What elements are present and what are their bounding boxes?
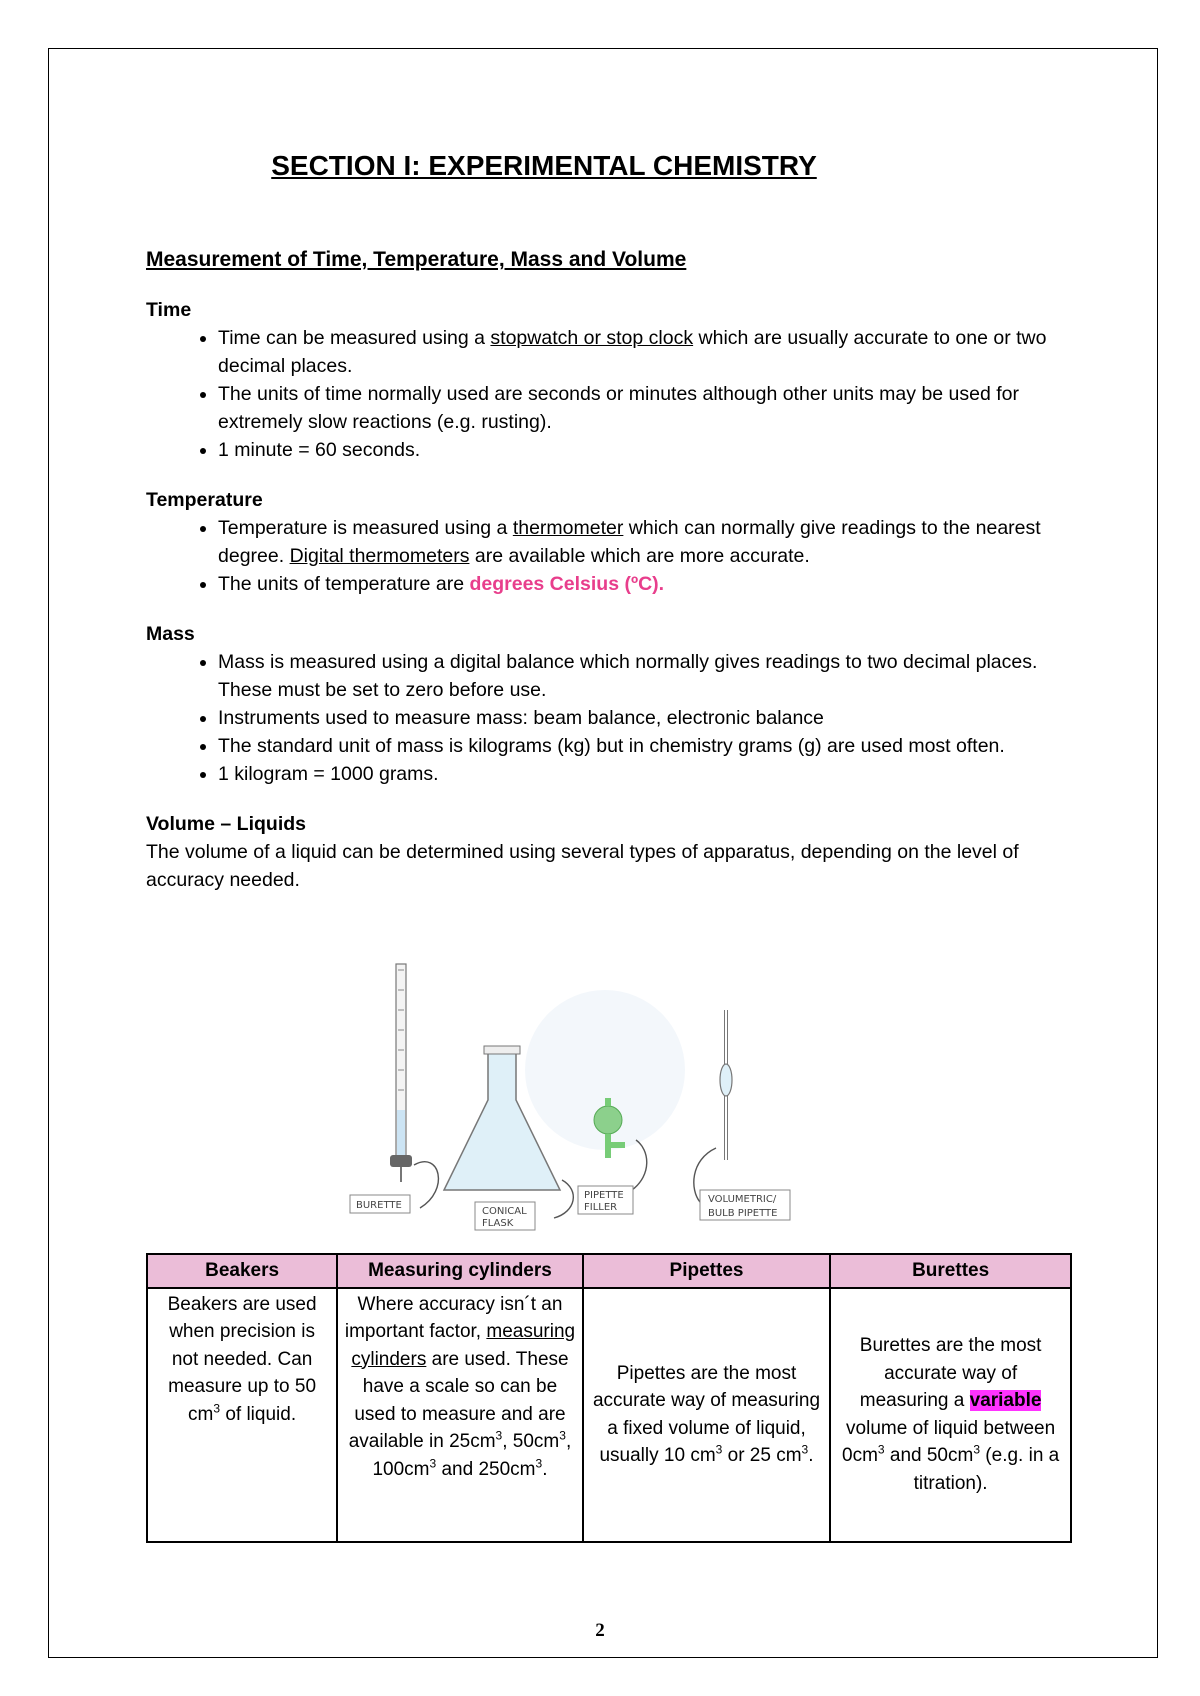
apparatus-comparison-table <box>146 1253 1072 1543</box>
filler-label-1: PIPETTE <box>584 1190 624 1201</box>
list-item: • The units of temperature are degrees Celsius (ºC). <box>218 570 1076 598</box>
cell-burettes: Burettes are the most accurate way of measuring a variable volume of liquid between $0cm^3$ and $50cm^3$ (e.g. in a titration). <box>830 1288 1071 1542</box>
filler-arrow <box>632 1140 647 1190</box>
table-header-row <box>147 1254 1071 1288</box>
table-row <box>147 1288 1071 1542</box>
flask-label-2: FLASK <box>482 1218 514 1229</box>
cell-beakers: Beakers are used when precision is not needed. Can measure up to 50 $cm^3$ of liquid. <box>147 1288 337 1542</box>
mass-list <box>146 648 1076 788</box>
list-item: • Mass is measured using a digital balance which normally gives readings to two decimal places. These must be set to zero before use. <box>218 648 1076 704</box>
flask-label-1: CONICAL <box>482 1206 527 1217</box>
apparatus-illustration <box>340 950 870 1229</box>
page-number: 2 <box>595 1620 605 1641</box>
temperature-list <box>146 514 1076 598</box>
time-list <box>146 324 1076 464</box>
header-burettes: Burettes <box>830 1254 1071 1288</box>
list-item: • Time can be measured using a stopwatch or stop clock which are usually accurate to one or two decimal places. <box>218 324 1076 380</box>
page-title: SECTION I: EXPERIMENTAL CHEMISTRY <box>271 150 817 181</box>
filler-label-2: FILLER <box>584 1202 618 1213</box>
temperature-heading: Temperature <box>146 489 263 511</box>
volume-text: The volume of a liquid can be determined using several types of apparatus, depending on the level of accuracy needed. <box>146 841 1019 891</box>
mass-heading: Mass <box>146 623 195 645</box>
celsius-units: degrees Celsius (ºC). <box>469 573 665 595</box>
section-subtitle: Measurement of Time, Temperature, Mass and Volume <box>146 248 687 271</box>
cell-measuring-cylinders: Where accuracy isn´t an important factor, measuring cylinders are used. These have a scale so can be used to measure and are available in $25cm^3$, $50cm^3$, $100cm^3$ and $250cm^3$. <box>337 1288 583 1542</box>
bulb-pipette-drawing <box>720 1010 732 1160</box>
bulb-label-2: BULB PIPETTE <box>708 1208 778 1219</box>
bulb-label-1: VOLUMETRIC/ <box>708 1194 777 1205</box>
list-item: • The units of time normally used are seconds or minutes although other units may be used for extremely slow reactions (e.g. rusting). <box>218 380 1076 436</box>
volume-heading: Volume – Liquids <box>146 813 306 835</box>
list-item: • 1 minute = 60 seconds. <box>218 436 1076 464</box>
list-item: • Temperature is measured using a thermometer which can normally give readings to the nearest degree. Digital thermometers are available which are more accurate. <box>218 514 1076 570</box>
list-item: • The standard unit of mass is kilograms (kg) but in chemistry grams (g) are used most often. <box>218 732 1076 760</box>
variable-highlight: variable <box>969 1390 1042 1411</box>
list-item: • Instruments used to measure mass: beam balance, electronic balance <box>218 704 1076 732</box>
list-item: • 1 kilogram = 1000 grams. <box>218 760 1076 788</box>
burette-label: BURETTE <box>356 1200 402 1211</box>
header-beakers: Beakers <box>147 1254 337 1288</box>
time-heading: Time <box>146 299 192 321</box>
header-measuring-cylinders: Measuring cylinders <box>337 1254 583 1288</box>
cell-pipettes: Pipettes are the most accurate way of measuring a fixed volume of liquid, usually 10 $cm^3$ or 25 $cm^3$. <box>583 1288 830 1542</box>
burette-arrow <box>414 1162 438 1208</box>
header-pipettes: Pipettes <box>583 1254 830 1288</box>
burette-drawing <box>390 964 412 1182</box>
main-content <box>146 246 1076 894</box>
